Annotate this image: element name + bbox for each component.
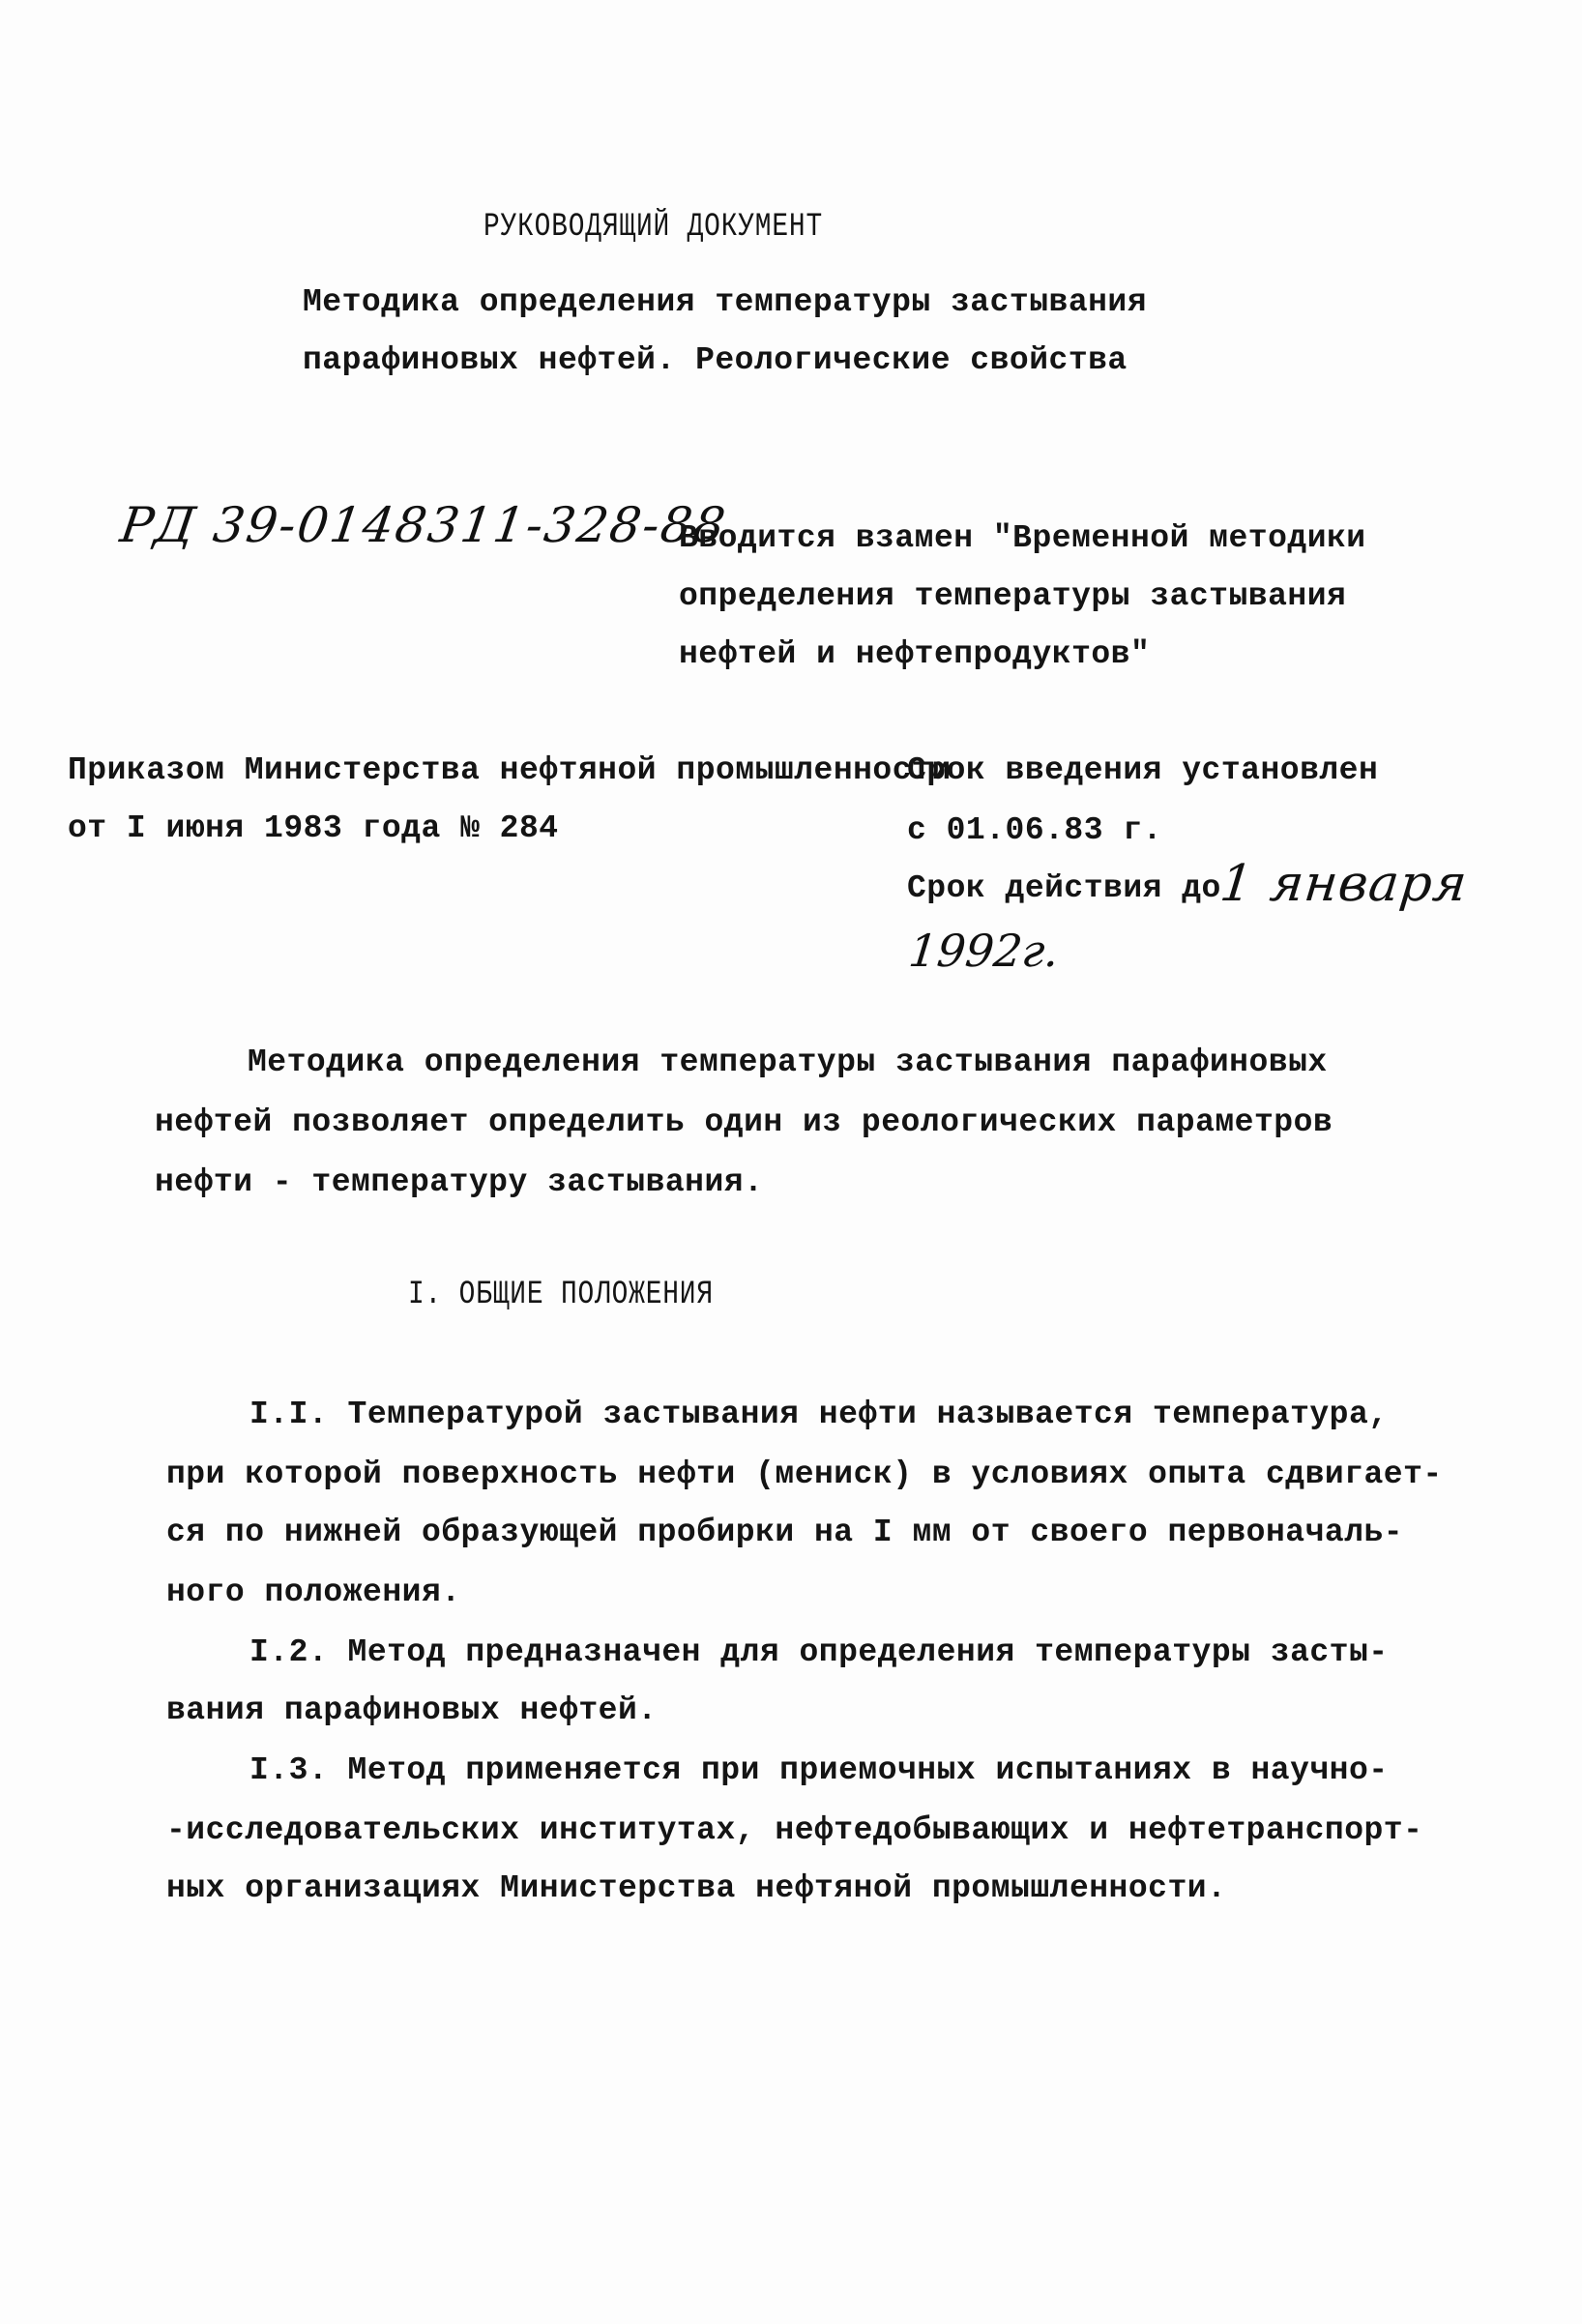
order-line2: от I июня 1983 года № 284: [68, 810, 559, 846]
paragraph-1-1-line2: при которой поверхность нефти (мениск) в условиях опыта сдвигает-: [166, 1456, 1443, 1492]
abstract-line3: нефти - температуру застывания.: [155, 1164, 764, 1200]
replaces-note-line1: Вводится взамен "Временной методики: [679, 520, 1366, 556]
abstract-line1: Методика определения температуры застывания парафиновых: [248, 1044, 1328, 1080]
abstract-line2: нефтей позволяет определить один из реологических параметров: [155, 1104, 1333, 1140]
effective-date-line2: с 01.06.83 г.: [907, 812, 1162, 848]
validity-label: Срок действия до: [907, 870, 1221, 906]
section-heading: I. ОБЩИЕ ПОЛОЖЕНИЯ: [408, 1277, 714, 1313]
validity-handwritten-year: 1992г.: [906, 925, 1062, 977]
paragraph-1-1-line3: ся по нижней образующей пробирки на I мм от своего первоначаль-: [166, 1515, 1404, 1550]
validity-handwritten-day-month: 1 января: [1216, 855, 1471, 913]
paragraph-1-3-line3: ных организациях Министерства нефтяной промышленности.: [166, 1870, 1227, 1906]
paragraph-1-1-line1: I.I. Температурой застывания нефти называется температура,: [249, 1397, 1389, 1432]
document-code-handwritten: РД 39-0148311-328-88: [116, 497, 731, 553]
effective-date-line1: Срок введения установлен: [907, 752, 1379, 788]
replaces-note-line3: нефтей и нефтепродуктов": [679, 636, 1151, 672]
document-subtitle-line1: Методика определения температуры застывания: [303, 284, 1148, 320]
paragraph-1-3-line2: -исследовательских институтах, нефтедобывающих и нефтетранспорт-: [166, 1812, 1423, 1848]
document-subtitle-line2: парафиновых нефтей. Реологические свойства: [303, 342, 1128, 378]
paragraph-1-2-line2: вания парафиновых нефтей.: [166, 1692, 658, 1728]
paragraph-1-3-line1: I.3. Метод применяется при приемочных испытаниях в научно-: [249, 1752, 1389, 1788]
order-line1: Приказом Министерства нефтяной промышленности: [68, 752, 952, 788]
paragraph-1-1-line4: ного положения.: [166, 1574, 461, 1610]
replaces-note-line2: определения температуры застывания: [679, 578, 1347, 614]
document-title: РУКОВОДЯЩИЙ ДОКУМЕНТ: [483, 209, 824, 246]
paragraph-1-2-line1: I.2. Метод предназначен для определения температуры засты-: [249, 1634, 1389, 1670]
